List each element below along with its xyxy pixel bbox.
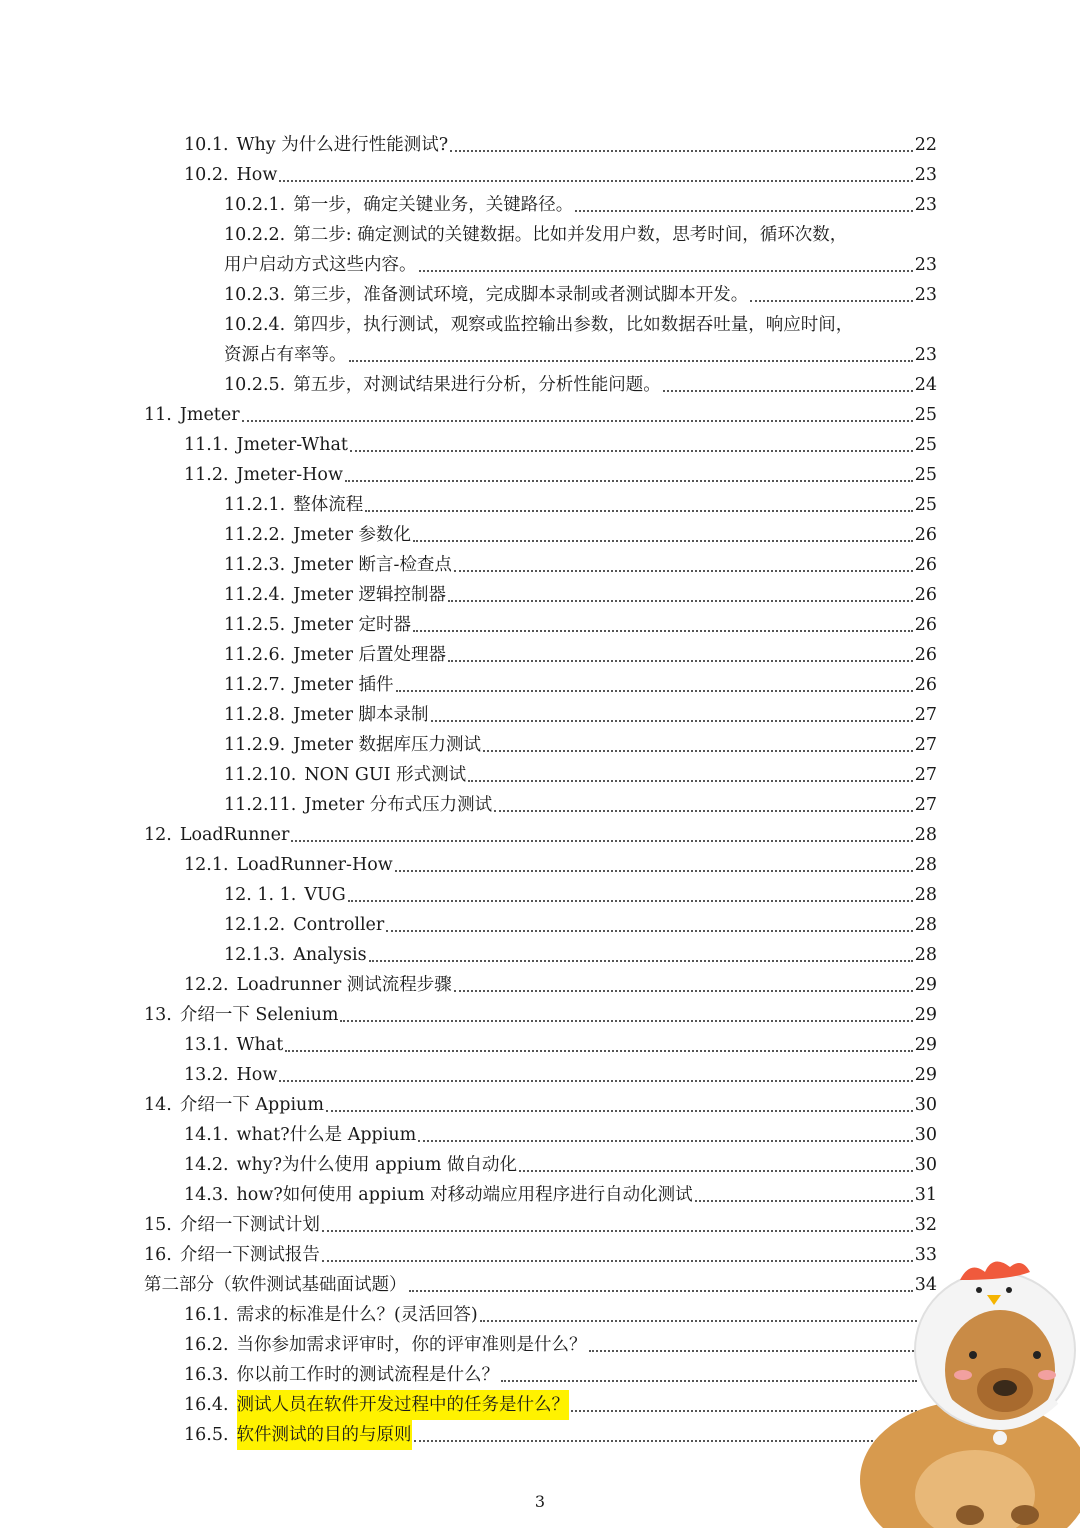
toc-entry-page: 29 — [914, 1005, 937, 1025]
toc-entry-title: Analysis — [293, 945, 367, 965]
toc-leader-dots — [365, 510, 912, 512]
toc-entry-page: 26 — [914, 675, 937, 695]
toc-entry-number: 16.4. — [184, 1395, 229, 1415]
toc-entry-title: 需求的标准是什么？(灵活回答) — [236, 1305, 478, 1325]
toc-entry[interactable] — [0, 730, 937, 760]
toc-leader-dots — [322, 1230, 913, 1232]
toc-entry-title: 第二部分（软件测试基础面试题） — [144, 1275, 407, 1295]
toc-entry-number: 12.1. — [184, 855, 229, 875]
page-number: 3 — [534, 1492, 546, 1511]
toc-entry[interactable] — [0, 490, 937, 520]
toc-entry-page: 28 — [914, 945, 937, 965]
toc-entry-number: 11.2.5. — [224, 615, 286, 635]
toc-leader-dots — [750, 300, 912, 302]
toc-entry-page: 23 — [914, 195, 937, 215]
toc-entry-title: 你以前工作时的测试流程是什么？ — [236, 1365, 500, 1385]
toc-entry-number: 10.2.1. — [224, 195, 286, 215]
toc-entry-page: 29 — [914, 975, 937, 995]
toc-entry[interactable] — [0, 700, 937, 730]
toc-entry-title: 第五步，对测试结果进行分析，分析性能问题。 — [293, 375, 661, 395]
toc-entry-number: 11. — [144, 405, 172, 425]
toc-entry[interactable] — [0, 1000, 937, 1030]
toc-entry-page: 28 — [914, 855, 937, 875]
toc-entry[interactable] — [0, 820, 937, 850]
toc-leader-dots — [419, 270, 913, 272]
toc-entry-page: 28 — [914, 885, 937, 905]
toc-leader-dots — [322, 1260, 913, 1262]
toc-entry[interactable] — [0, 550, 937, 580]
toc-entry[interactable] — [0, 1120, 937, 1150]
toc-leader-dots — [418, 1140, 913, 1142]
toc-entry-number: 11.2.2. — [224, 525, 286, 545]
toc-entry-page: 33 — [914, 1245, 937, 1265]
toc-entry-number: 11.2.7. — [224, 675, 286, 695]
toc-entry-number: 15. — [144, 1215, 172, 1235]
toc-entry-title: How — [236, 1065, 278, 1085]
toc-leader-dots — [454, 570, 913, 572]
toc-entry-title: Jmeter 参数化 — [293, 525, 412, 545]
toc-entry-number: 16.1. — [184, 1305, 229, 1325]
toc-entry-title: Jmeter 插件 — [293, 675, 394, 695]
toc-leader-dots — [450, 150, 913, 152]
toc-entry-page: 26 — [914, 645, 937, 665]
toc-entry-title: 介绍一下测试计划 — [179, 1215, 320, 1235]
toc-entry-page: 28 — [914, 825, 937, 845]
toc-entry-page: 22 — [914, 135, 937, 155]
toc-entry-title: Jmeter 断言-检查点 — [293, 555, 452, 575]
toc-entry[interactable] — [0, 790, 937, 820]
toc-entry[interactable] — [0, 1240, 937, 1270]
toc-entry-page: 24 — [914, 375, 937, 395]
toc-entry-number: 10.2.4. — [224, 315, 286, 335]
toc-leader-dots — [575, 210, 912, 212]
toc-entry[interactable] — [0, 310, 937, 340]
toc-entry-number: 14.3. — [184, 1185, 229, 1205]
toc-entry-number: 10.2.5. — [224, 375, 286, 395]
toc-entry[interactable] — [0, 670, 937, 700]
toc-entry-title: Jmeter 脚本录制 — [293, 705, 429, 725]
toc-entry-title: VUG — [304, 885, 346, 905]
toc-entry-number: 11.2.11. — [224, 795, 297, 815]
toc-entry[interactable] — [0, 160, 937, 190]
toc-leader-dots — [279, 1080, 912, 1082]
toc-leader-dots — [396, 690, 913, 692]
toc-entry-title: How — [236, 165, 278, 185]
toc-entry-page: 28 — [914, 915, 937, 935]
toc-entry-page: 31 — [914, 1185, 937, 1205]
toc-entry[interactable] — [0, 430, 937, 460]
toc-leader-dots — [494, 810, 913, 812]
toc-entry-number: 12.2. — [184, 975, 229, 995]
toc-entry-page: 26 — [914, 585, 937, 605]
toc-entry-title: 介绍一下 Appium — [179, 1095, 324, 1115]
toc-entry[interactable] — [0, 1300, 937, 1330]
toc-entry-title: Why 为什么进行性能测试? — [236, 135, 449, 155]
toc-leader-dots — [348, 900, 913, 902]
toc-entry-page: 27 — [914, 765, 937, 785]
toc-entry[interactable] — [0, 1390, 937, 1420]
toc-entry-title: Jmeter 分布式压力测试 — [304, 795, 493, 815]
toc-entry[interactable] — [0, 340, 937, 370]
toc-leader-dots — [386, 930, 912, 932]
toc-entry[interactable] — [0, 940, 937, 970]
toc-entry-number: 14.2. — [184, 1155, 229, 1175]
toc-entry-title: 用户启动方式这些内容。 — [224, 255, 417, 275]
toc-entry-number: 11.2.9. — [224, 735, 286, 755]
toc-leader-dots — [340, 1020, 912, 1022]
toc-entry-page: 26 — [914, 615, 937, 635]
toc-entry-number: 11.2.4. — [224, 585, 286, 605]
toc-entry-title: Jmeter — [179, 405, 240, 425]
toc-entry-page: 25 — [914, 405, 937, 425]
toc-entry-page: 23 — [914, 165, 937, 185]
toc-leader-dots — [483, 750, 913, 752]
toc-leader-dots — [519, 1170, 913, 1172]
toc-entry-title: Controller — [293, 915, 385, 935]
toc-entry-page: 29 — [914, 1065, 937, 1085]
toc-entry-number: 10.2.3. — [224, 285, 286, 305]
toc-leader-dots — [409, 1290, 913, 1292]
toc-entry-title: why?为什么使用 appium 做自动化 — [236, 1155, 517, 1175]
toc-entry-number: 16. — [144, 1245, 172, 1265]
toc-entry-title: LoadRunner-How — [236, 855, 393, 875]
toc-entry-page: 30 — [914, 1095, 937, 1115]
toc-entry-number: 13.1. — [184, 1035, 229, 1055]
toc-entry-title: 介绍一下测试报告 — [179, 1245, 320, 1265]
toc-leader-dots — [350, 450, 913, 452]
toc-entry-number: 16.2. — [184, 1335, 229, 1355]
toc-entry-number: 13.2. — [184, 1065, 229, 1085]
toc-entry-number: 10.2. — [184, 165, 229, 185]
toc-entry-title: 第三步，准备测试环境，完成脚本录制或者测试脚本开发。 — [293, 285, 749, 305]
toc-entry-page: 23 — [914, 345, 937, 365]
toc-entry-title: NON GUI 形式测试 — [304, 765, 467, 785]
toc-leader-dots — [414, 1440, 917, 1442]
toc-entry-title: 整体流程 — [293, 495, 364, 515]
toc-entry-number: 11.2.3. — [224, 555, 286, 575]
toc-entry-title: 第一步，确定关键业务，关键路径。 — [293, 195, 574, 215]
toc-entry-title: 介绍一下 Selenium — [179, 1005, 339, 1025]
toc-entry[interactable] — [0, 190, 937, 220]
toc-entry-title: Loadrunner 测试流程步骤 — [236, 975, 452, 995]
toc-entry-number: 11.2.8. — [224, 705, 286, 725]
toc-entry[interactable] — [0, 370, 937, 400]
toc-entry-title: Jmeter 逻辑控制器 — [293, 585, 447, 605]
toc-entry[interactable] — [0, 880, 937, 910]
toc-entry-number: 11.2. — [184, 465, 229, 485]
toc-entry[interactable] — [0, 250, 937, 280]
toc-leader-dots — [242, 420, 913, 422]
toc-entry[interactable] — [0, 1060, 937, 1090]
toc-entry-title: Jmeter 后置处理器 — [293, 645, 447, 665]
toc-entry[interactable] — [0, 460, 937, 490]
toc-leader-dots — [695, 1200, 913, 1202]
toc-entry[interactable] — [0, 580, 937, 610]
toc-entry-title: 软件测试的目的与原则 — [237, 1420, 412, 1450]
toc-entry-title: What — [236, 1035, 284, 1055]
toc-entry-title: 第四步，执行测试，观察或监控输出参数，比如数据吞吐量，响应时间， — [293, 315, 854, 335]
toc-entry[interactable] — [0, 1180, 937, 1210]
toc-leader-dots — [279, 180, 912, 182]
toc-leader-dots — [454, 990, 913, 992]
toc-leader-dots — [369, 960, 913, 962]
toc-entry-page: 25 — [914, 495, 937, 515]
toc-entry-page: 23 — [914, 285, 937, 305]
toc-leader-dots — [480, 1320, 917, 1322]
toc-entry-number: 12.1.2. — [224, 915, 286, 935]
toc-entry-title: 当你参加需求评审时，你的评审准则是什么？ — [236, 1335, 587, 1355]
toc-leader-dots — [349, 360, 913, 362]
toc-entry-page: 25 — [914, 435, 937, 455]
toc-entry-page: 34 — [914, 1275, 937, 1295]
toc-entry-number: 10.1. — [184, 135, 229, 155]
toc-entry-page: 29 — [914, 1035, 937, 1055]
toc-entry[interactable] — [0, 640, 937, 670]
toc-leader-dots — [431, 720, 913, 722]
toc-entry-page: 23 — [914, 255, 937, 275]
toc-entry[interactable] — [0, 1420, 937, 1450]
toc-entry[interactable] — [0, 280, 937, 310]
toc-leader-dots — [395, 870, 913, 872]
toc-entry[interactable] — [0, 400, 937, 430]
toc-entry-title: LoadRunner — [179, 825, 290, 845]
toc-entry-number: 11.2.1. — [224, 495, 286, 515]
toc-entry-title: 资源占有率等。 — [224, 345, 347, 365]
toc-entry-number: 10.2.2. — [224, 225, 286, 245]
toc-entry-title: what?什么是 Appium — [236, 1125, 417, 1145]
toc-entry-number: 16.5. — [184, 1425, 229, 1445]
toc-entry-number: 13. — [144, 1005, 172, 1025]
toc-leader-dots — [345, 480, 913, 482]
toc-entry[interactable] — [0, 760, 937, 790]
toc-entry[interactable] — [0, 1150, 937, 1180]
toc-entry[interactable] — [0, 1330, 937, 1360]
toc-leader-dots — [413, 630, 913, 632]
toc-entry[interactable] — [0, 1360, 937, 1390]
toc-entry[interactable] — [0, 1030, 937, 1060]
toc-leader-dots — [448, 600, 913, 602]
toc-entry-number: 12. 1. 1. — [224, 885, 297, 905]
toc-entry[interactable] — [0, 130, 937, 160]
toc-entry-page: 30 — [914, 1125, 937, 1145]
toc-entry[interactable] — [0, 220, 937, 250]
toc-entry-title: 第二步: 确定测试的关键数据。比如并发用户数，思考时间，循环次数， — [293, 225, 848, 245]
toc-entry-page: 32 — [914, 1215, 937, 1235]
toc-entry-page: 25 — [914, 465, 937, 485]
toc-entry-title: Jmeter-What — [236, 435, 348, 455]
toc-leader-dots — [448, 660, 913, 662]
capybara-mascot-icon — [855, 1250, 1080, 1528]
toc-entry-title: how?如何使用 appium 对移动端应用程序进行自动化测试 — [236, 1185, 693, 1205]
toc-entry-page: 26 — [914, 525, 937, 545]
toc-entry-number: 14.1. — [184, 1125, 229, 1145]
toc-leader-dots — [663, 390, 913, 392]
toc-entry[interactable] — [0, 850, 937, 880]
toc-entry-page: 27 — [914, 705, 937, 725]
toc-leader-dots — [468, 780, 913, 782]
toc-entry-title: 测试人员在软件开发过程中的任务是什么？ — [237, 1390, 570, 1420]
toc-leader-dots — [291, 840, 912, 842]
toc-entry-number: 11.2.10. — [224, 765, 297, 785]
toc-entry-number: 12. — [144, 825, 172, 845]
toc-leader-dots — [285, 1050, 912, 1052]
toc-entry-page: 27 — [914, 735, 937, 755]
toc-entry-page: 30 — [914, 1155, 937, 1175]
toc-entry-page: 26 — [914, 555, 937, 575]
toc-leader-dots — [413, 540, 913, 542]
toc-entry-title: Jmeter 数据库压力测试 — [293, 735, 482, 755]
toc-entry[interactable] — [0, 610, 937, 640]
toc-entry[interactable] — [0, 520, 937, 550]
toc-entry-title: Jmeter 定时器 — [293, 615, 412, 635]
toc-entry[interactable] — [0, 970, 937, 1000]
toc-leader-dots — [326, 1110, 913, 1112]
toc-entry[interactable] — [0, 1090, 937, 1120]
toc-entry-page: 27 — [914, 795, 937, 815]
toc-entry-number: 11.2.6. — [224, 645, 286, 665]
toc-entry[interactable] — [0, 1210, 937, 1240]
toc-entry[interactable] — [0, 910, 937, 940]
toc-entry-number: 14. — [144, 1095, 172, 1115]
toc-entry-number: 12.1.3. — [224, 945, 286, 965]
toc-entry-number: 16.3. — [184, 1365, 229, 1385]
toc-entry-title: Jmeter-How — [236, 465, 343, 485]
toc-entry-number: 11.1. — [184, 435, 229, 455]
toc-entry[interactable] — [0, 1270, 937, 1300]
